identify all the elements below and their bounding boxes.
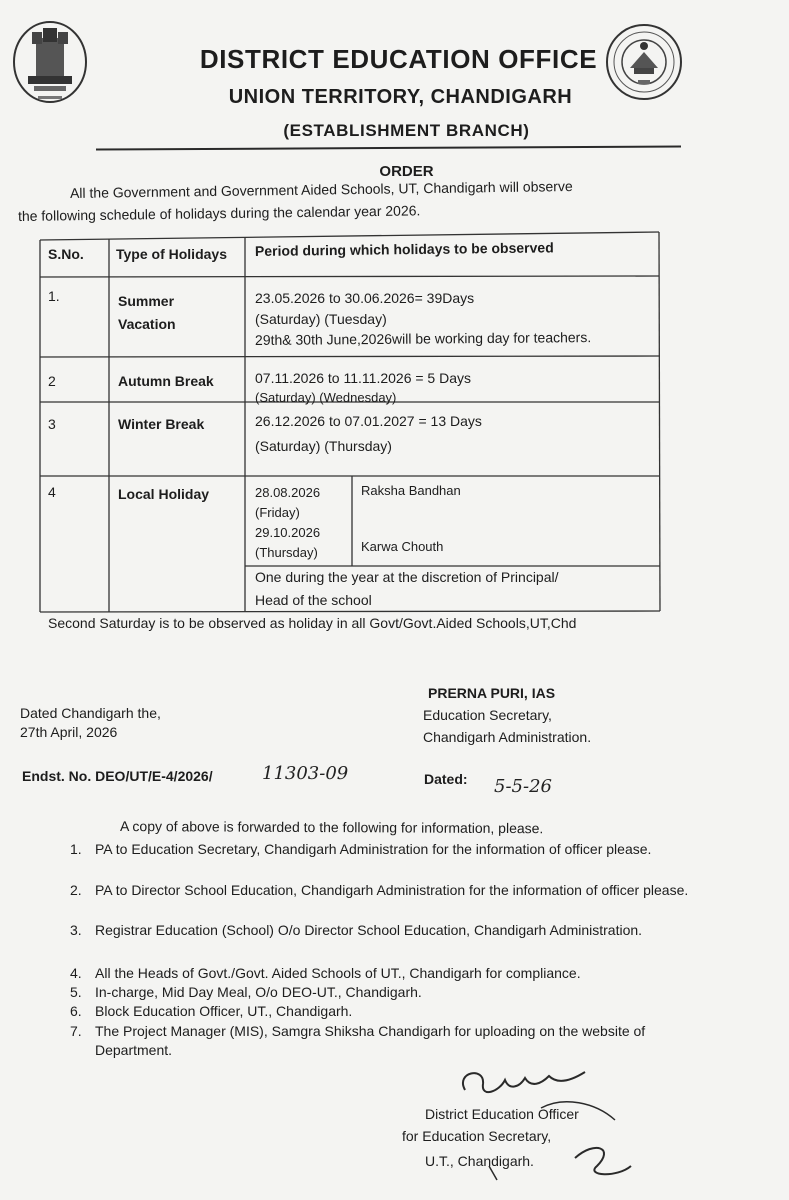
table-row-4-discretion-line-1: One during the year at the discretion of Principal/	[255, 569, 559, 585]
copy-forward-intro: A copy of above is forwarded to the following for information, please.	[119, 818, 544, 837]
table-row-1-period-line-1: 23.05.2026 to 30.06.2026= 39Days	[255, 290, 475, 306]
dated-line-1: Dated Chandigarh the,	[20, 705, 161, 721]
table-row-1-period-line-3: 29th& 30th June,2026will be working day for teachers.	[254, 329, 592, 348]
signatory-name: PRERNA PURI, IAS	[428, 685, 556, 701]
footer-signature-line-1: District Education Officer	[425, 1106, 579, 1122]
table-row-4-date-1: 28.08.2026	[255, 485, 321, 500]
table-row-4-date-2: 29.10.2026	[255, 525, 321, 540]
footer-signature-line-2: for Education Secretary,	[402, 1128, 552, 1144]
table-row-3-period-line-2: (Saturday) (Thursday)	[255, 438, 392, 454]
table-row-4-discretion-line-2: Head of the school	[255, 592, 372, 608]
table-row-2-period-line-2: (Saturday) (Wednesday)	[255, 390, 397, 405]
table-row-3-type: Winter Break	[118, 416, 205, 432]
endorsement-number-label: Endst. No. DEO/UT/E-4/2026/	[22, 768, 213, 784]
table-row-1-type-line-2: Vacation	[118, 316, 176, 332]
territory-subtitle: UNION TERRITORY, CHANDIGARH	[228, 86, 573, 108]
signatory-office: Chandigarh Administration.	[423, 729, 592, 745]
table-row-1-type-line-1: Summer	[118, 293, 175, 309]
office-title: DISTRICT EDUCATION OFFICE	[199, 44, 598, 74]
signatory-designation: Education Secretary,	[423, 707, 552, 723]
table-row-1-sno: 1.	[48, 288, 60, 304]
endorsement-date-handwritten: 5-5-26	[494, 776, 552, 797]
dated-line-2: 27th April, 2026	[20, 724, 118, 740]
document-page: DISTRICT EDUCATION OFFICE UNION TERRITORY, CHANDIGARH (ESTABLISHMENT BRANCH) ORDER All the Government and Government Aided Schools, UT, Chandigarh will observe the following schedule of holidays during the calendar year 2026. S.No. Type of Holidays Period during which holidays to be observed 1. Summer Vacation 23.05.2026 to 30.06.2026= 39Days (Saturday) (Tuesday) 29th& 30th June,2026will be working day for teachers. 2 Autumn Break 07.11.2026 to 11.11.2026 = 5 Days (Saturday) (Wednesday) 3 Winter Break 26.12.2026 to 07.01.2027 = 13 Days (Saturday) (Thursday) 4 Local Holiday 28.08.2026 (Friday) 29.10.2026 (Thursday) Raksha Bandhan Karwa Chouth One during the year at the discretion of Principal/ Head of the school Second Saturday is to be observed as holiday in all Govt/Govt.Aided Schools,UT,Chd PRERNA PURI, IAS Education Secretary, Chandigarh Administration. Dated Chandigarh the, 27th April, 2026 Endst. No. DEO/UT/E-4/2026/ 11303-09 Dated: 5-5-26 A copy of above is forwarded to the following for information, please. 1. PA to Education Secretary, Chandigarh Administration for the information of officer please. 2. PA to Director School Education, Chandigarh Administration for the information of officer please. 3. Registrar Education (School) O/o Director School Education, Chandigarh Administration. 4. All the Heads of Govt./Govt. Aided Schools of UT., Chandigarh for compliance. 5. In-charge, Mid Day Meal, O/o DEO-UT., Chandigarh. 6. Block Education Officer, UT., Chandigarh. 7. The Project Manager (MIS), Samgra Shiksha Chandigarh for uploading on the website of Department. District Education Officer for Education Secretary, U.T., Chandigarh.	[0, 0, 789, 1200]
table-row-4-occasion-1: Raksha Bandhan	[361, 483, 461, 498]
branch-subtitle: (ESTABLISHMENT BRANCH)	[283, 121, 530, 140]
table-header-period: Period during which holidays to be observed	[254, 239, 554, 259]
table-row-1-period-line-2: (Saturday) (Tuesday)	[255, 311, 387, 327]
table-row-2-period-line-1: 07.11.2026 to 11.11.2026 = 5 Days	[255, 370, 472, 386]
handwritten-signature-icon	[445, 1062, 655, 1192]
table-row-3-sno: 3	[48, 416, 56, 432]
table-header-type: Type of Holidays	[116, 246, 227, 262]
order-heading: ORDER	[379, 163, 434, 180]
endorsement-dated-label: Dated:	[424, 771, 468, 787]
order-intro-line-1: All the Government and Government Aided Schools, UT, Chandigarh will observe	[69, 177, 573, 201]
table-row-4-type: Local Holiday	[118, 486, 210, 502]
second-saturday-note: Second Saturday is to be observed as holiday in all Govt/Govt.Aided Schools,UT,Chd	[48, 615, 577, 631]
table-row-2-type: Autumn Break	[118, 373, 214, 389]
table-header-sno: S.No.	[48, 246, 84, 262]
table-row-4-sno: 4	[48, 484, 56, 500]
endorsement-number-handwritten: 11303-09	[262, 763, 349, 784]
footer-signature-line-3: U.T., Chandigarh.	[425, 1153, 534, 1169]
table-row-4-day-2: (Thursday)	[255, 545, 318, 560]
table-row-4-occasion-2: Karwa Chouth	[361, 539, 444, 554]
table-row-3-period-line-1: 26.12.2026 to 07.01.2027 = 13 Days	[255, 413, 482, 429]
table-row-4-day-1: (Friday)	[255, 505, 300, 520]
table-row-2-sno: 2	[48, 373, 56, 389]
order-intro-line-2: the following schedule of holidays during the calendar year 2026.	[17, 202, 421, 224]
